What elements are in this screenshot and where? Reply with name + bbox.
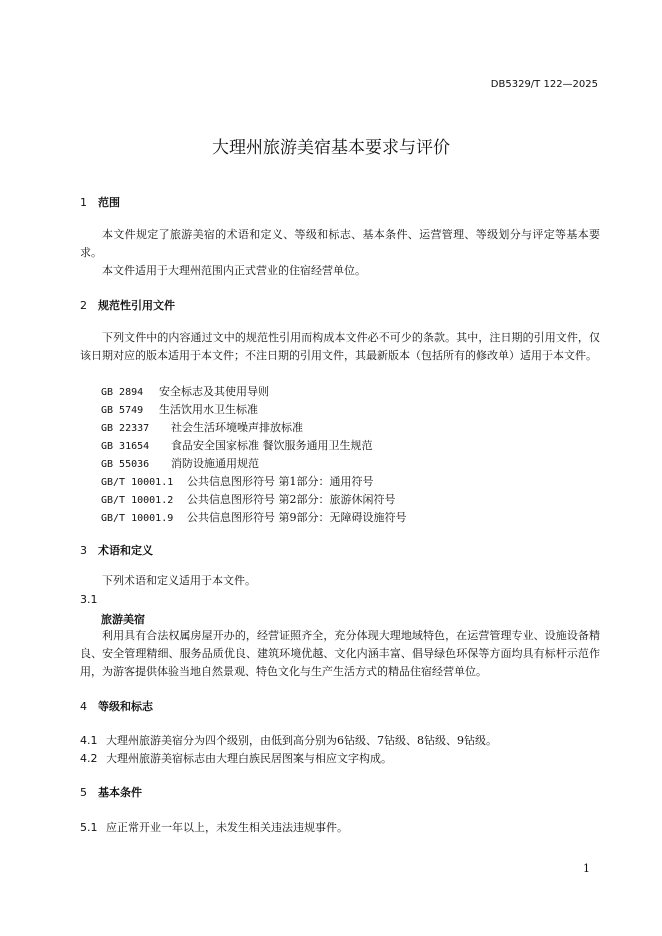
reference-code: GB/T 10001.2 <box>101 495 174 506</box>
clause-text: 应正常开业一年以上，未发生相关违法违规事件。 <box>106 821 348 834</box>
clause-number: 4.1 <box>80 734 98 747</box>
reference-code: GB 22337 <box>101 423 150 434</box>
section-title: 范围 <box>98 196 120 209</box>
section-1-body <box>80 226 600 280</box>
section-number: 3 <box>80 544 87 557</box>
reference-title: 公共信息图形符号 第9部分：无障碍设施符号 <box>187 511 407 524</box>
clause-number: 5.1 <box>80 821 98 834</box>
section-2-intro <box>80 329 600 365</box>
reference-code: GB/T 10001.1 <box>101 477 174 488</box>
section-title: 基本条件 <box>98 786 142 799</box>
clause-number: 4.2 <box>80 752 98 765</box>
section-4-heading <box>80 698 153 714</box>
reference-code: GB/T 10001.9 <box>101 513 174 524</box>
paragraph: 下列术语和定义适用于本文件。 <box>102 574 256 587</box>
clause-text: 大理州旅游美宿分为四个级别，由低到高分别为6钻级、7钻级、8钻级、9钻级。 <box>106 734 497 747</box>
paragraph: 下列文件中的内容通过文中的规范性引用而构成本文件必不可少的条款。其中，注日期的引用文件，仅该日期对应的版本适用于本文件；不注日期的引用文件，其最新版本（包括所有的修改单）适用于本文件。 <box>80 331 600 362</box>
clause-item <box>80 732 497 748</box>
section-number: 2 <box>80 299 87 312</box>
page-number: 1 <box>583 862 590 875</box>
section-5-heading <box>80 784 142 800</box>
section-3-heading <box>80 542 153 558</box>
section-3-intro <box>80 572 600 590</box>
paragraph: 本文件规定了旅游美宿的术语和定义、等级和标志、基本条件、运营管理、等级划分与评定等基本要求。 <box>80 228 600 259</box>
clause-item <box>80 750 392 766</box>
reference-item <box>101 401 258 417</box>
reference-title: 食品安全国家标准 餐饮服务通用卫生规范 <box>171 439 373 452</box>
section-title: 规范性引用文件 <box>98 299 175 312</box>
term-number: 3.1 <box>80 593 98 606</box>
reference-title: 公共信息图形符号 第1部分：通用符号 <box>187 475 374 488</box>
section-title: 术语和定义 <box>98 544 153 557</box>
reference-title: 公共信息图形符号 第2部分：旅游休闲符号 <box>187 493 396 506</box>
reference-code: GB 2894 <box>101 387 144 398</box>
reference-item <box>101 383 269 399</box>
paragraph: 本文件适用于大理州范围内正式营业的住宿经营单位。 <box>102 264 366 277</box>
section-number: 1 <box>80 196 87 209</box>
reference-code: GB 5749 <box>101 405 144 416</box>
clause-text: 大理州旅游美宿标志由大理白族民居图案与相应文字构成。 <box>106 752 392 765</box>
reference-item <box>101 509 407 525</box>
term-definition <box>80 627 600 681</box>
section-1-heading <box>80 194 120 210</box>
document-title: 大理州旅游美宿基本要求与评价 <box>212 138 450 158</box>
section-number: 5 <box>80 786 87 799</box>
section-title: 等级和标志 <box>98 700 153 713</box>
reference-title: 社会生活环境噪声排放标准 <box>171 421 303 434</box>
reference-title: 消防设施通用规范 <box>171 457 259 470</box>
clause-item <box>80 819 348 835</box>
reference-item <box>101 473 374 489</box>
reference-code: GB 31654 <box>101 441 150 452</box>
reference-title: 生活饮用水卫生标准 <box>159 403 258 416</box>
reference-item <box>101 419 303 435</box>
term-name: 旅游美宿 <box>101 613 145 626</box>
section-2-heading <box>80 297 175 313</box>
section-number: 4 <box>80 700 87 713</box>
reference-code: GB 55036 <box>101 459 150 470</box>
standard-code: DB5329/T 122—2025 <box>490 79 598 90</box>
reference-title: 安全标志及其使用导则 <box>159 385 269 398</box>
paragraph: 利用具有合法权属房屋开办的，经营证照齐全，充分体现大理地域特色，在运营管理专业、设施设备精良、安全管理精细、服务品质优良、建筑环境优越、文化内涵丰富、倡导绿色环保等方面均具有标杆示范作用，为游客提供体验当地自然景观、特色文化与生产生活方式的精品住宿经营单位。 <box>80 629 600 678</box>
reference-item <box>101 437 373 453</box>
reference-item <box>101 491 396 507</box>
reference-item <box>101 455 259 471</box>
